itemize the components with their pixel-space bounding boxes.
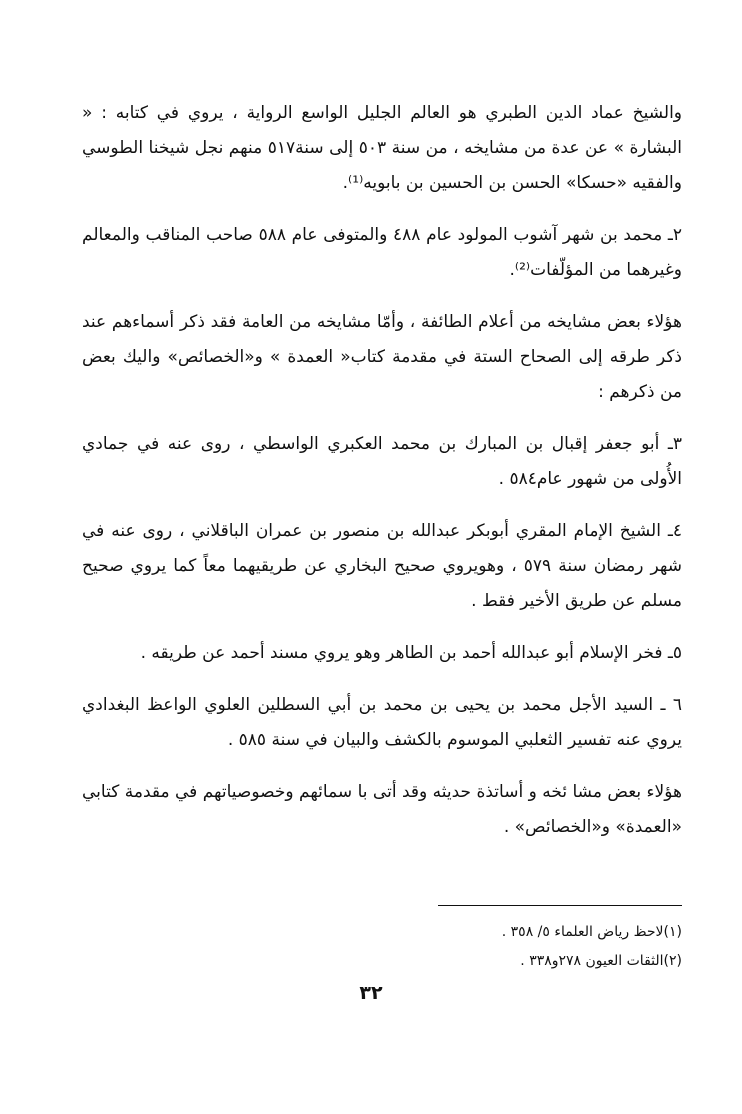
paragraph-1: والشيخ عماد الدين الطبري هو العالم الجليل الواسع الرواية ، يروي في كتابه : « البشارة » عن عدة من مشايخه ، من سنة ٥٠٣ إلى سنة٥١٧ منهم نجل شيخنا الطوسي والفقيه «حسكا» الحسن بن الحسين بن بابويه⁽¹⁾. bbox=[82, 103, 682, 193]
footnote-1: (١)لاحظ رياض العلماء ٥/ ٣٥٨ . bbox=[501, 924, 682, 940]
page-number: ٣٢ bbox=[359, 982, 383, 1004]
footnote-2: (٢)الثقات العيون ٢٧٨و٣٣٨ . bbox=[520, 953, 682, 969]
paragraph-7: ٦ ـ السيد الأجل محمد بن يحيى بن محمد بن أبي السطلين العلوي الواعظ البغدادي يروي عنه تفسير الثعلبي الموسوم بالكشف والبيان في سنة ٥٨٥ . bbox=[82, 695, 682, 750]
main-text bbox=[82, 96, 682, 862]
paragraph-6: ٥ـ فخر الإسلام أبو عبدالله أحمد بن الطاهر وهو يروي مسند أحمد عن طريقه . bbox=[140, 643, 682, 663]
paragraph-8: هؤلاء بعض مشا ئخه و أساتذة حديثه وقد أتى با سمائهم وخصوصياتهم في مقدمة كتابي «العمدة» و«الخصائص» . bbox=[82, 782, 682, 837]
paragraph-5: ٤ـ الشيخ الإمام المقري أبوبكر عبدالله بن منصور بن عمران الباقلاني ، روى عنه في شهر رمضان سنة ٥٧٩ ، وهويروي صحيح البخاري عن طريقيهما معاً كما يروي صحيح مسلم عن طريق الأخير فقط . bbox=[82, 521, 682, 611]
footnote-divider bbox=[438, 905, 682, 906]
paragraph-3: هؤلاء بعض مشايخه من أعلام الطائفة ، وأمّا مشايخه من العامة فقد ذكر أسماءهم عند ذكر طرقه إلى الصحاح الستة في مقدمة كتاب« العمدة » و«الخصائص» واليك بعض من ذكرهم : bbox=[82, 312, 682, 402]
paragraph-2: ٢ـ محمد بن شهر آشوب المولود عام ٤٨٨ والمتوفى عام ٥٨٨ صاحب المناقب والمعالم وغيرهما من المؤلّفات⁽²⁾. bbox=[82, 225, 683, 280]
footnotes bbox=[82, 918, 682, 976]
paragraph-4: ٣ـ أبو جعفر إقبال بن المبارك بن محمد العكبري الواسطي ، روى عنه في جمادي الأُولى من شهور عام٥٨٤ . bbox=[82, 434, 682, 489]
